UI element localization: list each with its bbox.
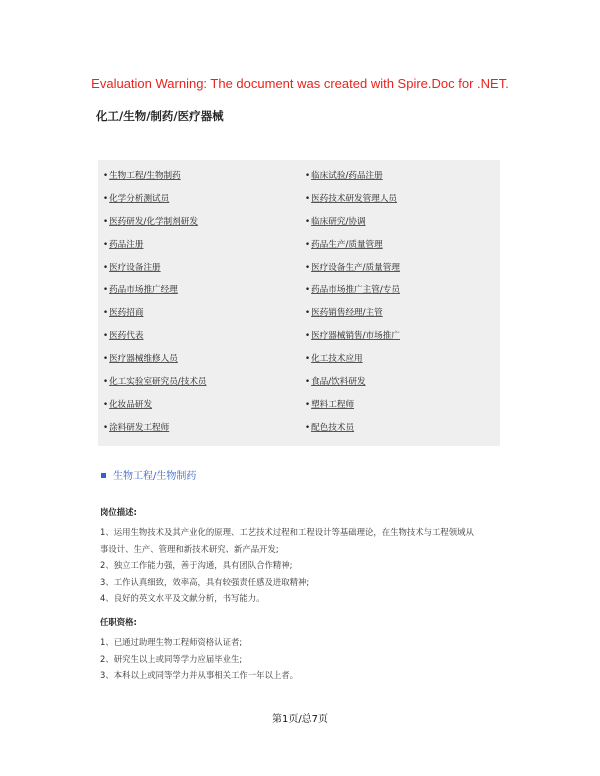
job-requirements	[100, 616, 520, 684]
category-link[interactable]: •涂料研发工程师	[103, 422, 170, 433]
category-link[interactable]: •药品注册	[103, 239, 144, 250]
category-link[interactable]: •食品/饮料研发	[305, 377, 366, 388]
requirement-line: 2、研究生以上或同等学力应届毕业生;	[100, 653, 243, 664]
description-line: 4、良好的英文水平及文献分析，书写能力。	[100, 593, 265, 603]
requirement-line: 1、已通过助理生物工程师资格认证者;	[100, 637, 243, 647]
category-link[interactable]: •医疗设备注册	[103, 262, 161, 273]
category-link[interactable]: •医药招商	[103, 308, 144, 319]
requirement-line: 3、本科以上或同等学力并从事相关工作一年以上者。	[100, 670, 298, 680]
category-link[interactable]: •化工技术应用	[305, 354, 363, 365]
description-line: 3、工作认真细致，效率高，具有较强责任感及进取精神;	[100, 576, 310, 587]
category-box	[98, 160, 500, 446]
section-heading	[101, 467, 196, 482]
category-link[interactable]: •生物工程/生物制药	[103, 171, 181, 181]
job-description	[100, 506, 520, 607]
category-link[interactable]: •临床试验/药品注册	[305, 171, 383, 181]
description-label: 岗位描述:	[100, 507, 137, 517]
description-line: 1、运用生物技术及其产业化的原理、工艺技术过程和工程设计等基础理论，在生物技术与工程领域从	[100, 527, 474, 537]
description-line: 2、独立工作能力强，善于沟通，具有团队合作精神;	[100, 560, 293, 570]
category-link[interactable]: •医药销售经理/主管	[305, 308, 383, 319]
category-column-right	[305, 165, 505, 440]
category-link[interactable]: •临床研究/协调	[305, 216, 366, 227]
section-title: 生物工程/生物制药	[113, 471, 197, 482]
description-line: 事设计、生产、管理和新技术研究、新产品开发;	[100, 543, 279, 554]
category-link[interactable]: •塑料工程师	[305, 399, 355, 410]
category-link[interactable]: •化妆品研发	[103, 399, 153, 410]
page-number-footer: 第1页/总7页	[271, 714, 329, 725]
category-link[interactable]: •化工实验室研究员/技术员	[103, 377, 207, 388]
category-link[interactable]: •药品生产/质量管理	[305, 239, 383, 250]
category-link[interactable]: •药品市场推广主管/专员	[305, 285, 400, 296]
category-link[interactable]: •化学分析测试员	[103, 193, 170, 204]
category-column-left	[103, 165, 303, 440]
category-link[interactable]: •配色技术员	[305, 422, 355, 433]
square-bullet-icon	[101, 473, 106, 478]
category-link[interactable]: •医药代表	[103, 331, 144, 342]
requirements-label: 任职资格:	[100, 617, 137, 627]
evaluation-warning: Evaluation Warning: The document was created with Spire.Doc for .NET.	[91, 76, 509, 91]
category-link[interactable]: •医疗器械销售/市场推广	[305, 331, 400, 342]
category-link[interactable]: •药品市场推广经理	[103, 285, 178, 296]
category-link[interactable]: •医疗器械维修人员	[103, 354, 178, 365]
category-link[interactable]: •医药技术研发管理人员	[305, 193, 398, 204]
category-link[interactable]: •医药研发/化学制剂研发	[103, 216, 198, 227]
document-title: 化工/生物/制药/医疗器械	[96, 109, 224, 123]
category-link[interactable]: •医疗设备生产/质量管理	[305, 262, 400, 273]
